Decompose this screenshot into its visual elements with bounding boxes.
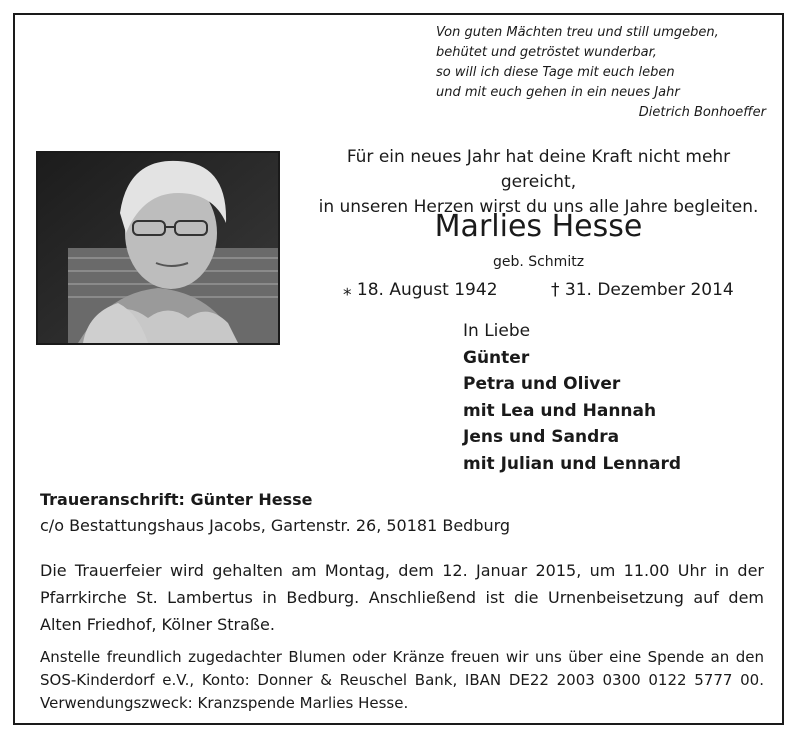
poem-line: und mit euch gehen in ein neues Jahr [436,85,680,100]
funeral-info: Die Trauerfeier wird gehalten am Montag, dem 12. Januar 2015, um 11.00 Uhr in der Pfarrkirche St. Lambertus in Bedburg. Anschließend ist die Urnenbeisetzung auf dem Alten Friedhof, Kölner Straße. [40,561,764,634]
death-date-group [551,278,734,302]
portrait-photo [36,151,280,345]
mourner: mit Julian und Lennard [463,453,682,474]
mourners-list [463,318,681,477]
deceased-name: Marlies Hesse [434,209,643,244]
mourner: mit Lea und Hannah [463,400,657,421]
mourners-lead: In Liebe [463,321,531,341]
maiden-name: geb. Schmitz [492,254,585,270]
poem-line: behütet und getröstet wunderbar, [436,45,657,60]
birth-date: 18. August 1942 [356,280,498,300]
death-date: 31. Dezember 2014 [564,280,734,300]
poem-line: Von guten Mächten treu und still umgeben, [436,25,719,40]
intro-line: Für ein neues Jahr hat deine Kraft nicht mehr gereicht, [346,147,731,192]
intro-line: in unseren Herzen wirst du uns alle Jahre begleiten. [318,197,759,217]
birth-star-icon: ⁎ [343,280,352,300]
portrait-illustration [38,153,278,343]
poem-author: Dietrich Bonhoeffer [638,105,766,120]
address-line: c/o Bestattungshaus Jacobs, Gartenstr. 26, 50181 Bedburg [40,516,511,535]
donation-info: Anstelle freundlich zugedachter Blumen oder Kränze freuen wir uns über eine Spende an den SOS-Kinderdorf e.V., Konto: Donner & Reuschel Bank, IBAN DE22 2003 0300 0122 5777 00. Verwendungszweck: Kranzspende Marlies Hesse. [40,648,764,712]
poem [436,23,766,123]
birth-date-group [343,278,498,302]
address-label: Traueranschrift: Günter Hesse [40,490,313,509]
condolence-address [40,487,510,539]
poem-line: so will ich diese Tage mit euch leben [436,65,675,80]
death-cross-icon: † [551,280,560,300]
mourner: Jens und Sandra [463,427,620,447]
mourner: Günter [463,347,530,368]
mourner: Petra und Oliver [463,374,621,394]
